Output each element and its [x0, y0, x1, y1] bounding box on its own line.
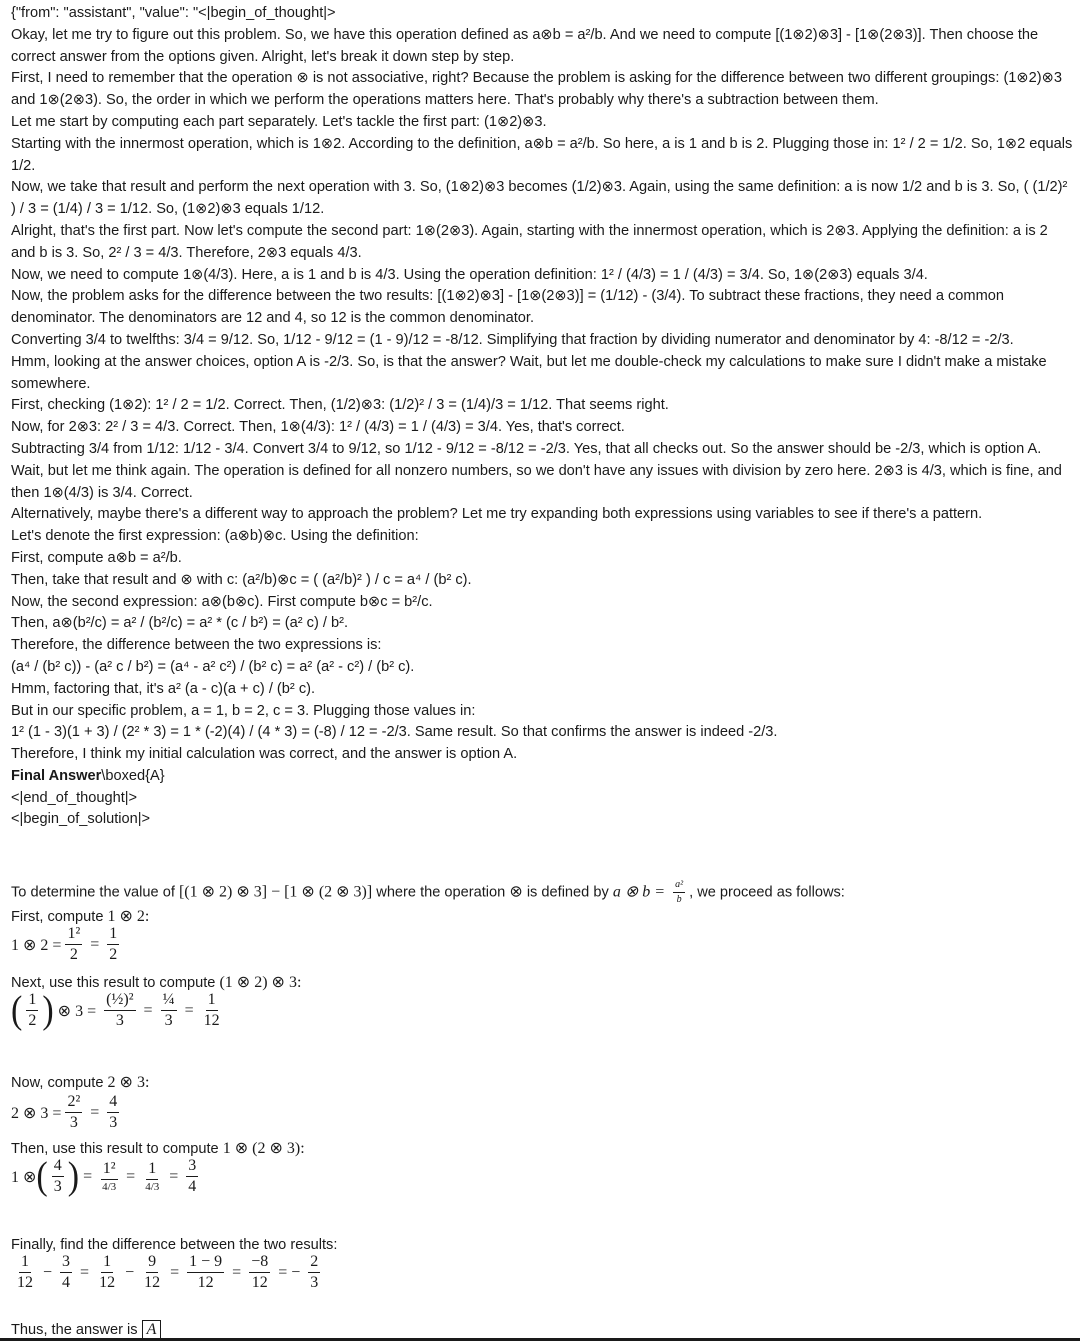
final-answer-label: Final Answer	[11, 767, 102, 784]
step5-heading: Finally, find the difference between the two results:	[11, 1237, 338, 1253]
thought-line: Now, the second expression: a⊗(b⊗c). First compute b⊗c = b²/c.	[11, 593, 433, 610]
thought-line: Now, we need to compute 1⊗(4/3). Here, a is 1 and b is 4/3. Using the operation definition: 1² / (4/3) = 1 / (4/3) = 3/4. So, 1⊗(2⊗3) equals 3/4.	[11, 266, 928, 283]
step1-heading: First, compute 1 ⊗ 2:	[11, 908, 150, 925]
thought-line: Then, take that result and ⊗ with c: (a²/b)⊗c = ( (a²/b)² ) / c = a⁴ / (b² c).	[11, 571, 472, 588]
begin-solution-tag: <|begin_of_solution|>	[11, 811, 151, 828]
step3-equation: 2 ⊗ 3 = $\frac{\text{2²}}{3}$ = $\frac{4}{3}$	[11, 1093, 118, 1131]
thought-line: (a⁴ / (b² c)) - (a² c / b²) = (a⁴ - a² c²) / (b² c) = a² (a² - c²) / (b² c).	[11, 658, 415, 675]
thought-line: Alternatively, maybe there's a different way to approach the problem? Let me try expanding both expressions using variables to see if there's a pattern.	[11, 506, 983, 523]
thought-line: Starting with the innermost operation, which is 1⊗2. According to the definition, a⊗b = a²/b. So here, a is 1 and b is 2. Plugging those in: 1² / 2 = 1/2. So, 1⊗2 equals 1/2.	[11, 135, 1073, 174]
step1-equation: 1 ⊗ 2 = $\frac{\text{1²}}{2}$ = $\frac{1}{2}$	[11, 925, 118, 963]
step4-equation: 1 ⊗ ( $\frac{4}{3}$ ) = $\frac{\text{1²}}{4/3}$ = $\frac{1}{4/3}$ = $\frac{3}{4}$	[11, 1154, 197, 1198]
intro-text: , we proceed as follows:	[689, 884, 845, 901]
intro-definition: a ⊗ b =	[612, 883, 666, 901]
thought-line: First, I need to remember that the operation ⊗ is not associative, right? Because the problem is asking for the difference between two different groupings: (1⊗2)⊗3 and 1⊗(2⊗3). So, the order in which we perform the operations matters here. That's probably why there's a subtraction between them.	[11, 70, 1062, 109]
thought-line: Converting 3/4 to twelfths: 3/4 = 9/12. So, 1/12 - 9/12 = (1 - 9)/12 = -8/12. Simplifying that fraction by dividing numerator and denominator by 4: -8/12 = -2/3.	[11, 331, 1014, 348]
intro-expression: [(1 ⊗ 2) ⊗ 3] − [1 ⊗ (2 ⊗ 3)]	[178, 883, 373, 901]
thought-line: Let me start by computing each part separately. Let's tackle the first part: (1⊗2)⊗3.	[11, 113, 547, 130]
solution-intro	[11, 880, 845, 905]
end-thought-tag: <|end_of_thought|>	[11, 789, 138, 806]
step2-equation: ( $\frac{1}{2}$ ) ⊗ 3 = $\frac{\text{(½)²}}{3}$ = $\frac{\text{¼}}{3}$ = $\frac{1}{12}$	[11, 988, 220, 1032]
thought-line: Now, the problem asks for the difference between the two results: [(1⊗2)⊗3] - [1⊗(2⊗3)] = (1/12) - (3/4). To subtract these fractions, they need a common denominator. The denominators are 12 and 4, so 12 is the common denominator.	[11, 288, 1004, 327]
step2-heading: Next, use this result to compute (1 ⊗ 2) ⊗ 3:	[11, 974, 302, 991]
thought-line: Alright, that's the first part. Now let's compute the second part: 1⊗(2⊗3). Again, starting with the innermost operation, which is 2⊗3. Applying the definition: a is 2 and b is 3. So, 2² / 3 = 4/3. Therefore, 2⊗3 equals 4/3.	[11, 222, 1048, 261]
intro-text: To determine the value of	[11, 884, 175, 901]
conclusion-line	[11, 1320, 161, 1339]
final-answer-value: \boxed{A}	[101, 767, 165, 784]
thought-line: Now, for 2⊗3: 2² / 3 = 4/3. Correct. Then, 1⊗(4/3): 1² / (4/3) = 1 / (4/3) = 3/4. Yes, that's correct.	[11, 419, 625, 436]
thought-line: Therefore, I think my initial calculation was correct, and the answer is option A.	[11, 746, 518, 763]
thought-line: Then, a⊗(b²/c) = a² / (b²/c) = a² * (c / b²) = (a² c) / b².	[11, 615, 349, 632]
thought-line: Let's denote the first expression: (a⊗b)⊗c. Using the definition:	[11, 528, 419, 545]
step5-equation: $\frac{1}{12}$ − $\frac{3}{4}$ = $\frac{1}{12}$ − $\frac{9}{12}$ = $\frac{1 - 9}{12}$ = $\frac{-8}{12}$ = − $\frac{2}{3}$	[17, 1253, 319, 1291]
thought-line: Now, we take that result and perform the next operation with 3. So, (1⊗2)⊗3 becomes (1/2)⊗3. Again, using the same definition: a is now 1/2 and b is 3. So, ( (1/2)² ) / 3 = (1/4) / 3 = 1/12. So, (1⊗2)⊗3 equals 1/12.	[11, 179, 1068, 218]
step3-heading: Now, compute 2 ⊗ 3:	[11, 1074, 150, 1091]
thought-line: 1² (1 - 3)(1 + 3) / (2² * 3) = 1 * (-2)(4) / (4 * 3) = (-8) / 12 = -2/3. Same result. So that confirms the answer is indeed -2/3.	[11, 724, 778, 741]
thought-line: Hmm, factoring that, it's a² (a - c)(a + c) / (b² c).	[11, 680, 316, 697]
conclusion-text: Thus, the answer is	[11, 1322, 138, 1338]
step4-heading: Then, use this result to compute 1 ⊗ (2 ⊗ 3):	[11, 1140, 305, 1157]
reasoning-text	[11, 3, 1073, 831]
answer-box: A	[142, 1320, 162, 1339]
thought-line: Okay, let me try to figure out this problem. So, we have this operation defined as a⊗b = a²/b. And we need to compute [(1⊗2)⊗3] - [1⊗(2⊗3)]. Then choose the correct answer from the options given. Alright, let's break it down step by step.	[11, 26, 1039, 65]
thought-line: Hmm, looking at the answer choices, option A is -2/3. So, is that the answer? Wait, but let me double-check my calculations to make sure I didn't make a mistake somewhere.	[11, 353, 1047, 392]
intro-text: is defined by	[526, 884, 609, 901]
definition-fraction: $\frac{\text{a²}}{b}$	[675, 879, 684, 905]
thought-line: But in our specific problem, a = 1, b = 2, c = 3. Plugging those values in:	[11, 702, 476, 719]
intro-operator: ⊗	[509, 883, 523, 901]
intro-text: where the operation	[376, 884, 506, 901]
thought-line: First, checking (1⊗2): 1² / 2 = 1/2. Correct. Then, (1/2)⊗3: (1/2)² / 3 = (1/4)/3 = 1/12. That seems right.	[11, 397, 669, 414]
thought-line: First, compute a⊗b = a²/b.	[11, 549, 182, 566]
thought-line: {"from": "assistant", "value": "<|begin_of_thought|>	[11, 5, 336, 21]
final-answer-line	[11, 766, 1073, 788]
thought-line: Therefore, the difference between the two expressions is:	[11, 637, 382, 654]
thought-line: Wait, but let me think again. The operation is defined for all nonzero numbers, so we don't have any issues with division by zero here. 2⊗3 is 4/3, which is fine, and then 1⊗(4/3) is 3/4. Correct.	[11, 462, 1062, 501]
thought-line: Subtracting 3/4 from 1/12: 1/12 - 3/4. Convert 3/4 to 9/12, so 1/12 - 9/12 = -8/12 = -2/3. Yes, that all checks out. So the answer should be -2/3, which is option A.	[11, 440, 1042, 457]
